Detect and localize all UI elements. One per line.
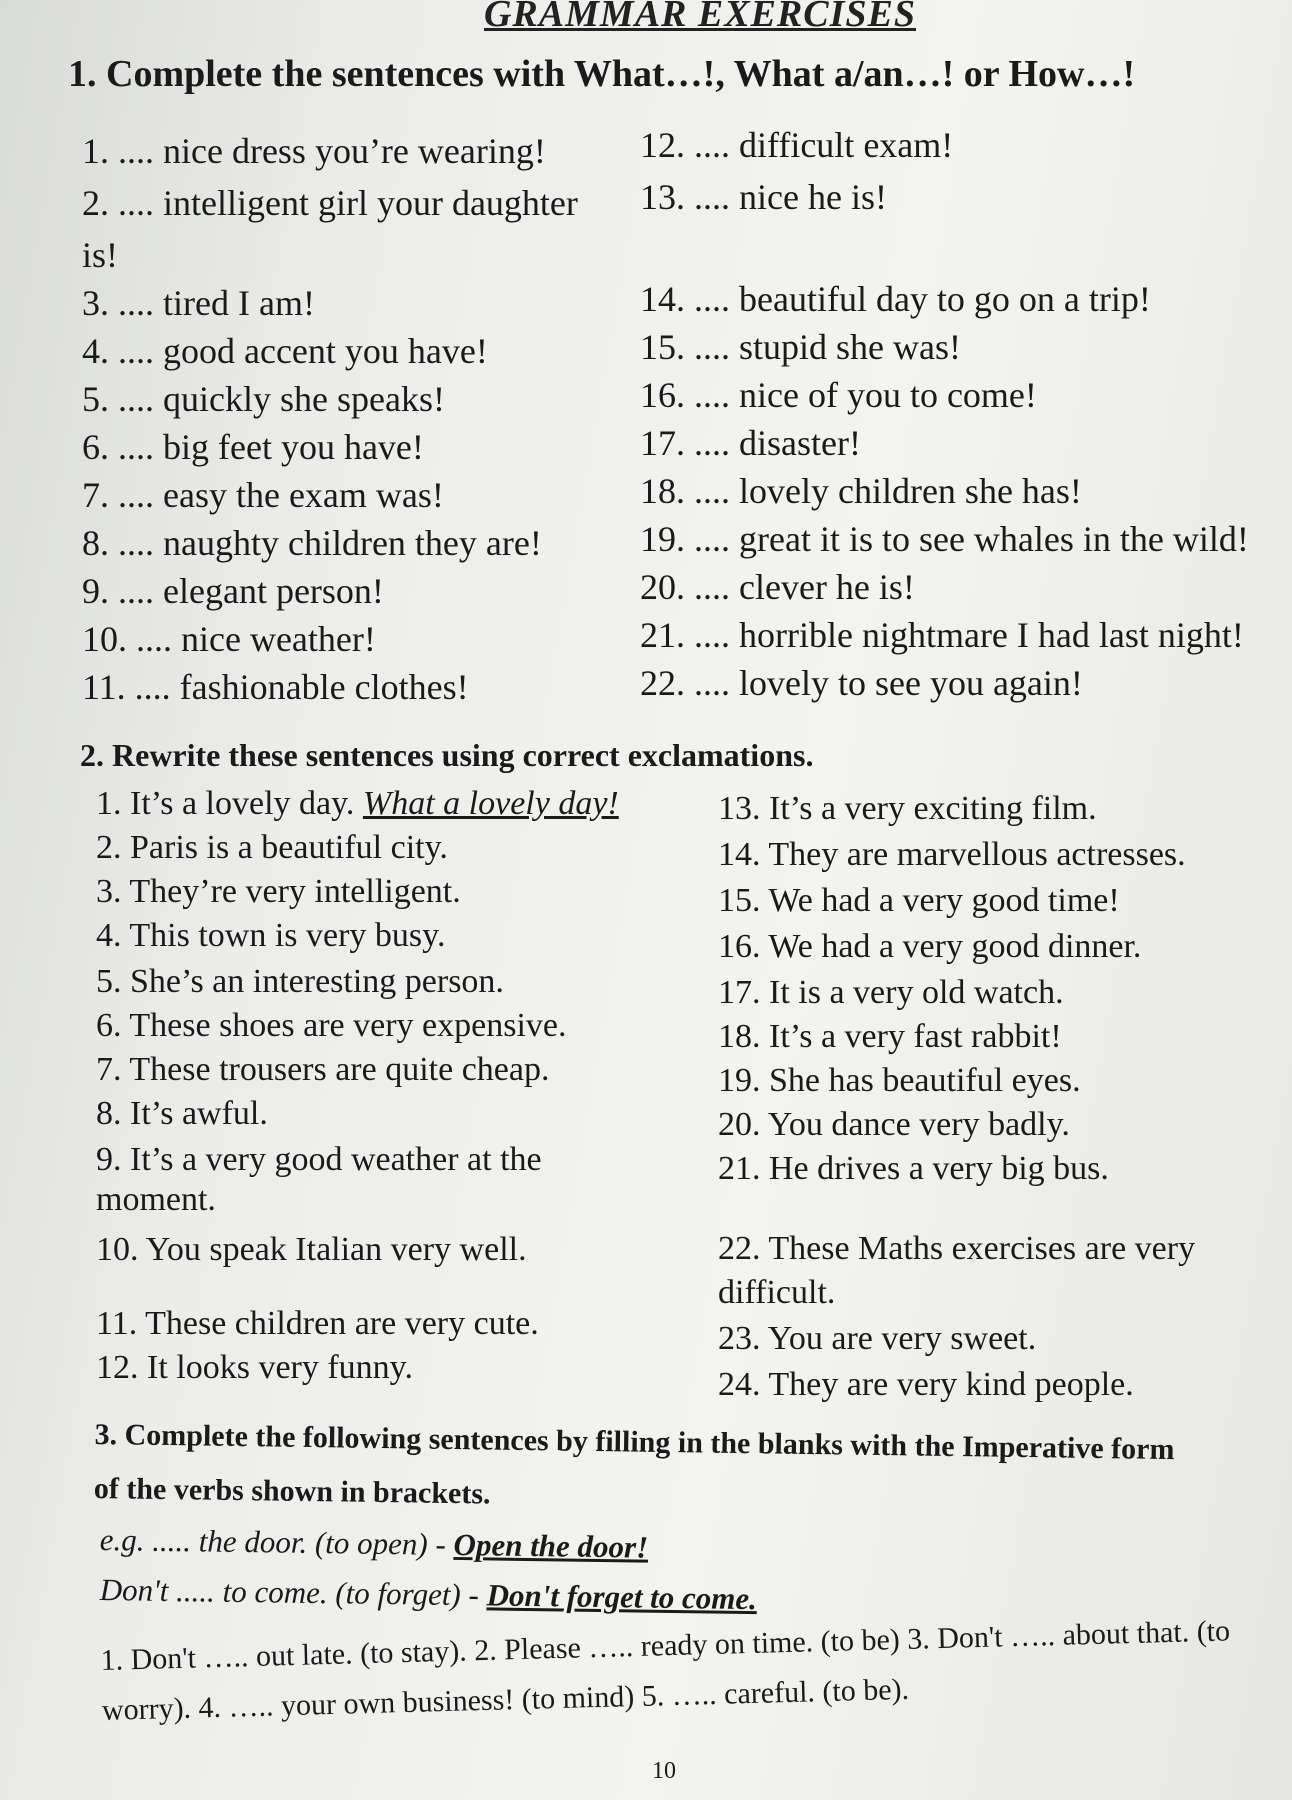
exercise-2-item: 24. They are very kind people. <box>718 1366 1134 1403</box>
exercise-1-item: 14. .... beautiful day to go on a trip! <box>640 279 1151 319</box>
exercise-2-item: 11. These children are very cute. <box>96 1305 539 1342</box>
exercise-2-item: 18. It’s a very fast rabbit! <box>718 1018 1062 1055</box>
exercise-1-item: 4. .... good accent you have! <box>82 331 488 371</box>
example-1-answer: Open the door! <box>453 1526 649 1565</box>
exercise-2-item: 19. She has beautiful eyes. <box>718 1062 1081 1099</box>
exercise-2-item: 9. It’s a very good weather at the <box>96 1141 542 1178</box>
exercise-1-item: 9. .... elegant person! <box>82 571 384 611</box>
exercise-1-item: 12. .... difficult exam! <box>640 125 954 165</box>
exercise-1-item: is! <box>82 235 118 275</box>
exercise-1-item: 20. .... clever he is! <box>640 567 915 607</box>
exercise-3-heading: 3. Complete the following sentences by filling in the blanks with the Imperative form of the verbs shown in brackets. <box>93 1417 1175 1511</box>
exercise-2-item: 23. You are very sweet. <box>718 1320 1037 1357</box>
exercise-1-item: 5. .... quickly she speaks! <box>82 379 445 419</box>
exercise-2-item: 20. You dance very badly. <box>718 1106 1070 1143</box>
exercise-1-item: 7. .... easy the exam was! <box>82 475 444 515</box>
exercise-2-item <box>96 785 619 823</box>
exercise-2-item: 15. We had a very good time! <box>718 882 1120 919</box>
exercise-2-item: 21. He drives a very big bus. <box>718 1150 1109 1187</box>
exercise-2-item: 3. They’re very intelligent. <box>96 873 461 910</box>
exercise-1-item: 16. .... nice of you to come! <box>640 375 1037 415</box>
exercise-2-item: 10. You speak Italian very well. <box>96 1231 527 1268</box>
exercise-2-item: 16. We had a very good dinner. <box>718 928 1142 965</box>
exercise-2-item: 7. These trousers are quite cheap. <box>96 1051 550 1088</box>
exercise-3-example-2 <box>99 1572 757 1617</box>
exercise-1-item: 15. .... stupid she was! <box>640 327 961 367</box>
exercise-2-example-answer: What a lovely day! <box>362 785 619 822</box>
example-1-prompt: e.g. ..... the door. (to open) - <box>99 1522 454 1562</box>
exercise-2-first-item: 1. It’s a lovely day. <box>96 785 355 822</box>
exercise-2-item: 6. These shoes are very expensive. <box>96 1007 567 1044</box>
exercise-2-item: difficult. <box>718 1274 836 1311</box>
page-title: GRAMMAR EXERCISES <box>483 0 917 35</box>
exercise-1-item: 13. .... nice he is! <box>640 177 887 217</box>
exercise-1-item: 19. .... great it is to see whales in the wild! <box>640 519 1249 559</box>
example-2-answer: Don't forget to come. <box>486 1577 758 1617</box>
page-number: 10 <box>652 1758 676 1784</box>
exercise-1-item: 18. .... lovely children she has! <box>640 471 1082 511</box>
exercise-2-item: 12. It looks very funny. <box>96 1349 413 1386</box>
exercise-2-item: moment. <box>96 1181 216 1218</box>
exercise-2-item: 4. This town is very busy. <box>96 917 446 954</box>
exercise-1-item: 17. .... disaster! <box>640 423 861 463</box>
exercise-3-example-1 <box>99 1522 648 1566</box>
example-2-prompt: Don't ..... to come. (to forget) - <box>99 1572 487 1613</box>
exercise-2-heading: 2. Rewrite these sentences using correct exclamations. <box>80 737 814 773</box>
exercise-1-item: 3. .... tired I am! <box>82 283 315 323</box>
exercise-1-item: 6. .... big feet you have! <box>82 427 424 467</box>
exercise-1-item: 8. .... naughty children they are! <box>82 523 542 563</box>
exercise-2-item: 17. It is a very old watch. <box>718 974 1064 1011</box>
exercise-1-heading: 1. Complete the sentences with What…!, What a/an…! or How…! <box>68 53 1136 95</box>
exercise-1-item: 10. .... nice weather! <box>82 619 376 659</box>
exercise-2-item: 13. It’s a very exciting film. <box>718 790 1097 827</box>
exercise-1-item: 1. .... nice dress you’re wearing! <box>82 131 546 171</box>
exercise-2-item: 5. She’s an interesting person. <box>96 963 504 1000</box>
exercise-1-item: 11. .... fashionable clothes! <box>82 667 469 707</box>
exercise-2-item: 22. These Maths exercises are very <box>718 1230 1196 1267</box>
exercise-1-item: 2. .... intelligent girl your daughter <box>82 183 578 223</box>
exercise-2-item: 2. Paris is a beautiful city. <box>96 829 448 866</box>
exercise-2-item: 14. They are marvellous actresses. <box>718 836 1186 873</box>
exercise-1-item: 21. .... horrible nightmare I had last night! <box>640 615 1244 655</box>
exercise-1-item: 22. .... lovely to see you again! <box>640 663 1083 703</box>
exercise-3-body: 1. Don't ….. out late. (to stay). 2. Please ….. ready on time. (to be) 3. Don't ….. about that. (to worry). 4. ….. your own business! (to mind) 5. ….. careful. (to be). <box>100 1614 1231 1727</box>
exercise-2-item: 8. It’s awful. <box>96 1095 268 1132</box>
